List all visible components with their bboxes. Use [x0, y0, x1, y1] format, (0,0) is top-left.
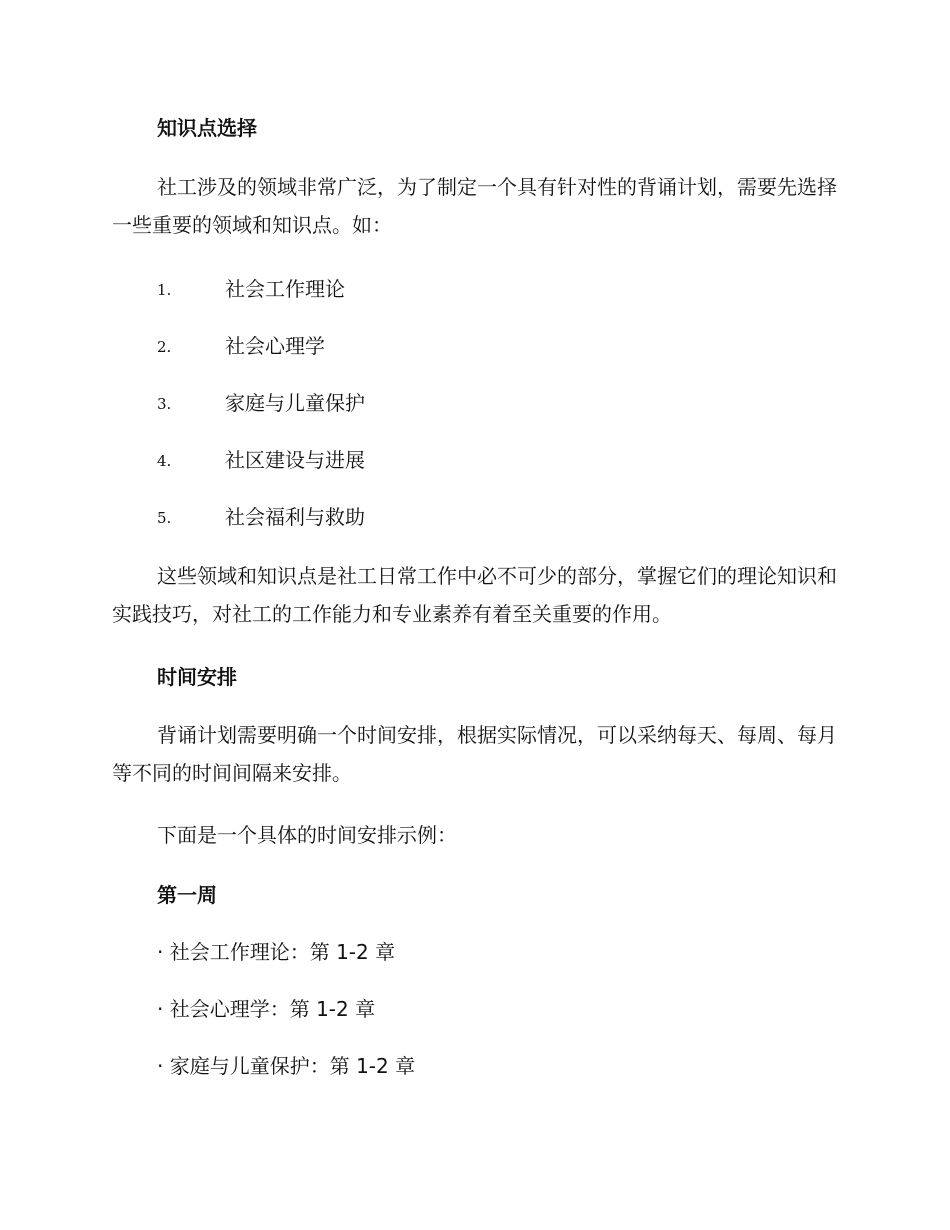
section-heading-time-schedule: 时间安排 [157, 665, 237, 689]
list-item: · 社会工作理论：第 1-2 章 [157, 940, 396, 964]
list-item-number: 5. [157, 509, 172, 527]
list-item: · 家庭与儿童保护：第 1-2 章 [157, 1054, 416, 1078]
list-item-number: 1. [157, 281, 172, 299]
list-item-text: 家庭与儿童保护 [225, 391, 365, 415]
list-item-text: 社会心理学 [225, 334, 325, 358]
list-item-text: 社会福利与救助 [225, 505, 365, 529]
list-item-number: 2. [157, 338, 172, 356]
schedule-intro-paragraph: 背诵计划需要明确一个时间安排，根据实际情况，可以采纳每天、每周、每月等不同的时间间隔来安排。 [112, 723, 837, 785]
list-item-number: 3. [157, 395, 172, 413]
knowledge-summary-paragraph: 这些领域和知识点是社工日常工作中必不可少的部分，掌握它们的理论知识和实践技巧，对社工的工作能力和专业素养有着至关重要的作用。 [112, 564, 837, 626]
schedule-example-intro: 下面是一个具体的时间安排示例： [157, 823, 457, 847]
list-item-number: 4. [157, 452, 172, 470]
list-item-text: 社区建设与进展 [225, 448, 365, 472]
list-item-text: 社会工作理论 [225, 277, 345, 301]
list-item: · 社会心理学：第 1-2 章 [157, 997, 376, 1021]
section-heading-knowledge-selection: 知识点选择 [157, 116, 257, 140]
week-heading: 第一周 [157, 883, 217, 907]
knowledge-intro-paragraph: 社工涉及的领域非常广泛，为了制定一个具有针对性的背诵计划，需要先选择一些重要的领域和知识点。如： [112, 175, 837, 237]
